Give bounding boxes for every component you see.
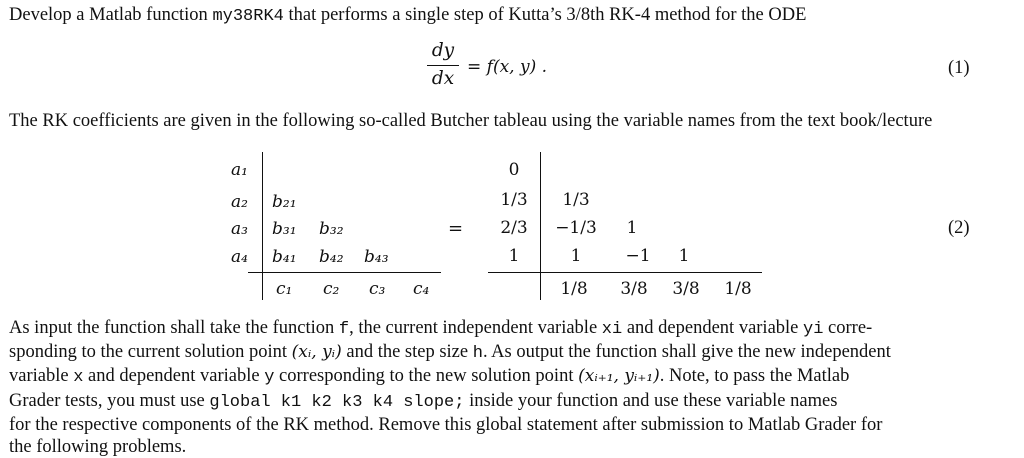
label-a4: a₄ (231, 247, 248, 267)
label-b31: b₃₁ (272, 219, 297, 239)
label-a1: a₁ (231, 160, 248, 180)
code-global-statement: global k1 k2 k3 k4 slope; (209, 392, 465, 412)
code-xi: xi (601, 320, 623, 339)
value-b43: 1 (678, 246, 690, 266)
code-y: y (264, 368, 275, 388)
intro-sentence (9, 4, 806, 28)
p2-line-1 (9, 317, 977, 341)
value-a1: 0 (508, 160, 520, 180)
label-b43: b₄₃ (364, 247, 389, 267)
p2-text: sponding to the current solution point (9, 342, 292, 363)
value-c2: 3/8 (620, 279, 648, 299)
eq1-rhs: = f(x, y) . (467, 57, 548, 77)
label-a3: a₃ (231, 219, 248, 239)
value-b31: −1/3 (555, 218, 597, 238)
p2-line-4 (9, 390, 977, 414)
intro-text-after: that performs a single step of Kutta’s 3/8th RK-4 method for the ODE (283, 5, 807, 25)
label-b42: b₄₂ (319, 247, 344, 267)
value-c3: 3/8 (672, 279, 700, 299)
p2-line-3 (9, 365, 977, 389)
p2-text: Grader tests, you must use (9, 390, 210, 411)
label-c2: c₂ (323, 279, 340, 299)
tableau-horizontal-line (248, 272, 441, 273)
p2-text: inside your function and use these variable names (464, 390, 838, 411)
value-a2: 1/3 (500, 190, 528, 210)
code-f: f (338, 320, 350, 339)
paragraph-2 (9, 317, 977, 458)
p2-text: , the current independent variable (349, 318, 602, 338)
value-a3: 2/3 (500, 218, 528, 238)
function-name: my38RK4 (212, 7, 284, 26)
p2-text: corre- (823, 318, 873, 338)
value-c4: 1/8 (724, 279, 752, 299)
value-c1: 1/8 (560, 279, 588, 299)
value-b42: −1 (625, 246, 651, 266)
eq1-denominator: dx (431, 68, 455, 89)
p2-line-6: the following problems. (9, 437, 187, 458)
point-next: (xᵢ₊₁, yᵢ₊₁) (578, 366, 660, 387)
p2-text: . Note, to pass the Matlab (659, 366, 850, 387)
code-x: x (73, 368, 84, 388)
p2-text: corresponding to the new solution point (274, 366, 579, 387)
p2-text: and dependent variable (622, 318, 804, 338)
eq1-number: (1) (948, 58, 970, 78)
label-b32: b₃₂ (319, 219, 344, 239)
label-a2: a₂ (231, 192, 248, 212)
value-b41: 1 (570, 246, 582, 266)
p2-text: As input the function shall take the function (9, 318, 339, 338)
eq1-fraction-bar (427, 65, 459, 66)
numeric-horizontal-line (488, 272, 762, 273)
eq2-number: (2) (948, 218, 970, 238)
tableau-vertical-line (262, 152, 263, 300)
intro-text-before: Develop a Matlab function (9, 5, 213, 25)
code-h: h (472, 344, 483, 364)
p2-line-5: for the respective components of the RK method. Remove this global statement after submission to Matlab Grader for (9, 414, 883, 435)
label-c1: c₁ (276, 279, 293, 299)
value-b21: 1/3 (562, 190, 590, 210)
code-yi: yi (803, 320, 824, 339)
label-c4: c₄ (413, 279, 430, 299)
value-a4: 1 (508, 246, 520, 266)
eq1-numerator: dy (431, 40, 455, 61)
label-b21: b₂₁ (272, 192, 297, 212)
point-i: (xᵢ, yᵢ) (291, 342, 342, 363)
p2-text: and dependent variable (83, 366, 265, 387)
p2-line-2 (9, 341, 977, 365)
p2-text: . As output the function shall give the new independent (482, 342, 891, 363)
numeric-vertical-line (540, 152, 541, 300)
value-b32: 1 (626, 218, 638, 238)
p2-text: variable (9, 366, 74, 387)
label-c3: c₃ (369, 279, 386, 299)
label-b41: b₄₁ (272, 247, 297, 267)
tableau-equals: = (448, 218, 464, 239)
paragraph-1: The RK coefficients are given in the following so-called Butcher tableau using the variable names from the text book/lecture (9, 111, 933, 131)
p2-text: and the step size (341, 342, 473, 363)
